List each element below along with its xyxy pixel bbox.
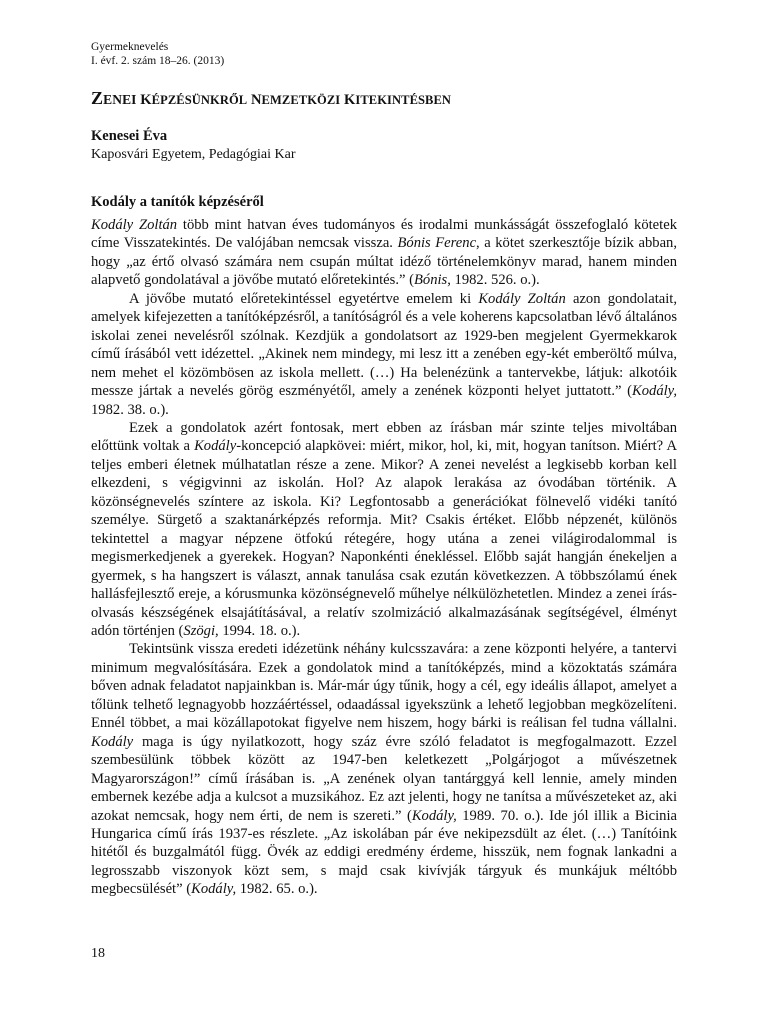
text-run: Ezek a gondolatok azért fontosak, mert ebben az írásban már szinte teljes mivoltában előttünk voltak a [91, 419, 677, 455]
italic-run: Kodály [91, 733, 134, 750]
text-run: maga is úgy nyilatkozott, hogy száz évre szóló feladatot is megfogalmazott. Ezzel szembesülünk többek között az 1947-ben keletkezett „Polgárjogot a művészetnek Magyarországon!” című írásában is. „A zenének olyan tantárggyá kell lennie, amely minden embernek kezébe adja a kulcsot a muzsikához. Ez azt jelenti, hogy ne tanítsa a művészeteket az, aki azokat nemcsak, hogy nem érti, de nem is szereti.” ( [91, 733, 677, 824]
section-heading: Kodály a tanítók képzéséről [91, 194, 264, 210]
text-run: A jövőbe mutató előretekintéssel egyetértve emelem ki [129, 290, 479, 307]
author-affiliation: Kaposvári Egyetem, Pedagógiai Kar [91, 147, 296, 162]
journal-header [91, 40, 224, 68]
italic-run: Kodály, [191, 881, 237, 898]
text-run: 1989. 70. o.). Ide jól illik a Bicinia Hungarica című írás 1937-es részlete. „Az iskolában pár éve nekipezsdült az élet. (…) Tanítóink hitétől és buzgalmától függ. Övék az eddigi eredmény érdeme, hisszük, nem fognak lankadni a legrosszabb viszonyok közt sem, s majd csak kivívják tárgyuk és munkájuk méltóbb megbecsülését” ( [91, 807, 678, 898]
italic-run: Kodály, [632, 383, 677, 400]
author-name: Kenesei Éva [91, 128, 168, 144]
journal-name: Gyermeknevelés [91, 41, 169, 53]
text-run: azon gondolatait, amelyek kifejezetten a tanítóképzésről, a tanítóságról és a vele koherens kapcsolatban lévő általános iskolai zenei nevelésről szólnak. Kezdjük a gondolatsort az 1929-ben megjelent Gyermekkarok című írásából vett idézettel. „Akinek nem mindegy, mi lesz itt a zenében egy-két emberöltő múlva, nem mehet el közömbösen az iskola mellett. (…) Ha belenézünk a tantervekbe, látjuk: alkotóik messze jártak a nevelés görög eszményétől, amely a zenének központi helyet juttatott.” ( [91, 290, 677, 400]
text-run: 1982. 38. o.). [91, 401, 169, 418]
paragraph-2 [91, 290, 677, 419]
italic-run: Bónis [413, 272, 448, 289]
article-body [91, 216, 677, 899]
text-run: , 1982. 526. o.). [447, 272, 540, 289]
page-number: 18 [91, 946, 105, 961]
paragraph-4 [91, 640, 677, 898]
italic-run: Bónis Ferenc [397, 235, 477, 252]
text-run: , 1994. 18. o.). [215, 622, 301, 639]
paragraph-3 [91, 419, 677, 640]
italic-run: Kodály [194, 438, 237, 455]
italic-run: Kodály Zoltán [91, 217, 178, 233]
text-run: , a kötet szerkesztője bízik abban, hogy „az értő olvasó számára nem csupán múltat idéző történelemkönyv marad, hanem minden alapvető gondolatával a jövőbe mutató előretekintés.” ( [91, 235, 677, 289]
text-run: több mint hatvan éves tudományos és irodalmi munkásságát összefoglaló kötetek címe Visszatekintés. De valójában nemcsak vissza. [91, 217, 677, 252]
italic-run: Kodály Zoltán [478, 290, 566, 307]
italic-run: Szögi [183, 622, 216, 639]
article-title: ZENEI KÉPZÉSÜNKRŐL NEMZETKÖZI KITEKINTÉSBEN [91, 88, 452, 108]
paragraph-1 [91, 216, 677, 290]
journal-issue: I. évf. 2. szám 18–26. (2013) [91, 55, 225, 67]
text-run: 1982. 65. o.). [236, 881, 318, 898]
text-run: Tekintsünk vissza eredeti idézetünk néhány kulcsszavára: a zene központi helyére, a tantervi minimum megvalósítására. Ezek a gondolatok mind a tanítóképzés, mind a közoktatás számára bőven adnak feladatot napjainkban is. Már-már úgy tűnik, hogy a cél, egy ideális állapot, amelyet a tőlünk telhető legnagyobb hozzáértéssel, odaadással igyekszünk a lehető legjobban megközelíteni. Ennél többet, a mai közállapotokat figyelve nem hiszem, hogy bárki is reálisan fel tudna vállalni. [91, 641, 677, 732]
italic-run: Kodály, [411, 807, 457, 824]
text-run: -koncepció alapkövei: miért, mikor, hol, ki, mit, hogyan tanítson. Miért? A teljes emberi életnek múlhatatlan része a zene. Mikor? A zenei nevelést a legkisebb korban kell elkezdeni, s végigvinni az iskolán. Hol? Az alapok lerakása az óvodában történik. A közönségnevelés színtere az iskola. Ki? Legfontosabb a generációkat fölnevelő vidéki tanító személye. Sürgető a szaktanárképzés reformja. Mit? Csakis értéket. Előbb népzenét, különös tekintettel a magyar népzene ötfokú rétegére, hogy utána a zenei világirodalommal is megismerkedjenek a gyerekek. Hogyan? Naponkénti énekléssel. Előbb saját hangján énekeljen a gyermek, s ha hangszert is választ, annak tanulása csak ezután következzen. A többszólamú ének hallásfejlesztő ereje, a kórusmunka közönségnevelő műhelye nélkülözhetetlen. Mindez a zenei írás-olvasás készségének elsajátításával, a relatív szolmizáció alkalmazásának segítségével, élményt adón történjen ( [91, 438, 677, 639]
